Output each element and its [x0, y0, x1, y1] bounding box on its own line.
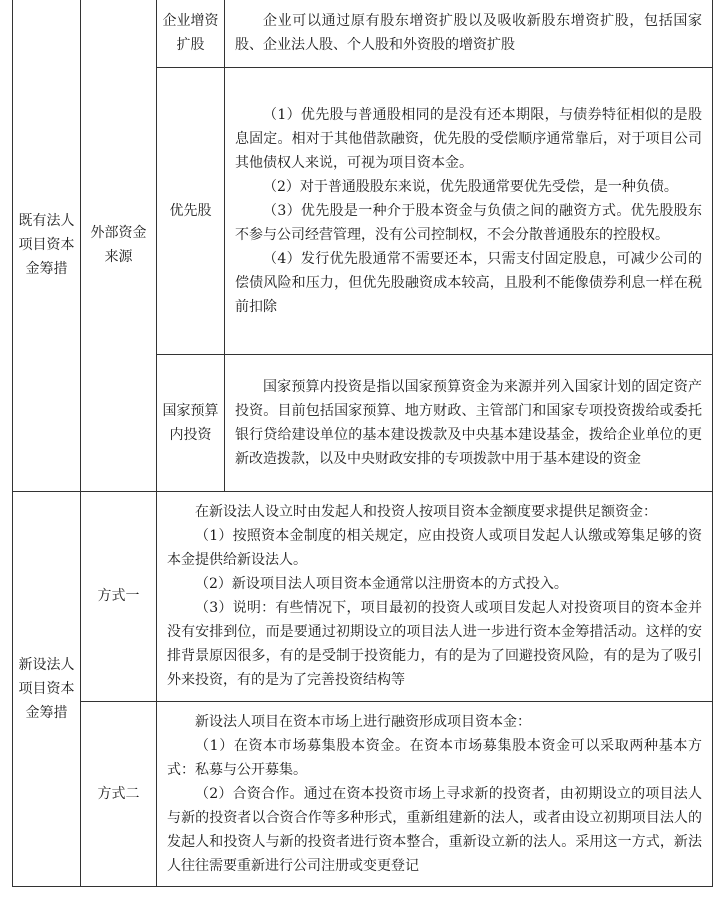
- row-desc-method-1: [157, 491, 713, 701]
- sublabel-external-funds: [81, 0, 157, 491]
- row-name-state-budget: [157, 354, 225, 491]
- row-name-line: 方式二: [97, 785, 140, 802]
- section-label-existing: [13, 0, 81, 491]
- desc-paragraph: 在新设法人设立时由发起人和投资人按项目资本金额度要求提供足额资金：: [195, 504, 657, 520]
- row-name-method-1: [81, 491, 157, 701]
- desc-paragraph: （3）说明：有些情况下，项目最初的投资人或项目发起人对投资项目的资本金并没有安排到位，而是要通过初期设立的项目法人进一步进行资本金筹措活动。这样的安排背景原因很多，有的是受制于投资能力，有的是为了回避投资风险，有的是为了吸引外来投资，有的是为了完善投资结构等: [167, 600, 702, 688]
- desc-paragraph: （3）优先股是一种介于股本资金与负债之间的融资方式。优先股股东不参与公司经营管理，没有公司控制权，不会分散普通股东的控股权。: [235, 202, 702, 243]
- row-name-line: 内投资: [169, 426, 212, 443]
- row-desc-preferred-stock: [225, 67, 713, 354]
- sublabel-line: 外部资金: [90, 225, 147, 242]
- row-desc-method-2: [157, 701, 713, 886]
- sublabel-line: 来源: [104, 249, 133, 266]
- desc-paragraph: （4）发行优先股通常不需要还本，只需支付固定股息，可减少公司的偿债风险和压力，但优先股融资成本较高，且股利不能像债券利息一样在税前扣除: [235, 250, 702, 315]
- desc-paragraph: （2）对于普通股股东来说，优先股通常要优先受偿，是一种负债。: [263, 178, 678, 195]
- row-name-line: 国家预算: [162, 402, 219, 419]
- desc-paragraph: （1）按照资本金制度的相关规定，应由投资人或项目发起人认缴或筹集足够的资本金提供给新设法人。: [167, 528, 702, 568]
- row-name-capital-increase: [157, 0, 225, 67]
- row-name-preferred-stock: [157, 67, 225, 354]
- desc-paragraph: （1）在资本市场募集股本资金。在资本市场募集股本资金可以采取两种基本方式：私募与公开募集。: [167, 737, 702, 778]
- desc-paragraph: 国家预算内投资是指以国家预算资金为来源并列入国家计划的固定资产投资。目前包括国家预算、地方财政、主管部门和国家专项投资拨给或委托银行贷给建设单位的基本建设拨款及中央基本建设基金，拨给企业单位的更新改造拨款，以及中央财政安排的专项拨款中用于基本建设的资金: [235, 378, 702, 467]
- row-desc-state-budget: [225, 354, 713, 491]
- row-name-method-2: [81, 701, 157, 886]
- row-name-line: 方式一: [97, 588, 140, 604]
- desc-paragraph: （2）合资合作。通过在资本投资市场上寻求新的投资者，由初期设立的项目法人与新的投资者以合资合作等多种形式，重新组建新的法人，或者由设立初期项目法人的发起人和投资人与新的投资者进行资本整合，重新设立新的法人。采用这一方式，新法人往往需要重新进行公司注册或变更登记: [167, 785, 702, 874]
- section-label-new: [13, 491, 81, 886]
- section-label-line: 项目资本: [18, 680, 75, 697]
- capital-financing-table: [12, 0, 713, 887]
- desc-paragraph: 企业可以通过原有股东增资扩股以及吸收新股东增资扩股，包括国家股、企业法人股、个人股和外资股的增资扩股: [235, 13, 702, 54]
- section-label-line: 既有法人: [18, 213, 75, 230]
- row-name-line: 优先股: [169, 202, 212, 219]
- row-name-line: 扩股: [176, 37, 205, 54]
- desc-paragraph: （1）优先股与普通股相同的是没有还本期限，与债券特征相似的是股息固定。相对于其他借款融资，优先股的受偿顺序通常靠后，对于项目公司其他债权人来说，可视为项目资本金。: [235, 106, 702, 171]
- row-desc-capital-increase: [225, 0, 713, 67]
- row-name-line: 企业增资: [162, 13, 219, 30]
- section-label-line: 金筹措: [25, 261, 68, 278]
- desc-paragraph: （2）新设项目法人项目资本金通常以注册资本的方式投入。: [195, 576, 568, 592]
- section-label-line: 项目资本: [18, 237, 75, 254]
- desc-paragraph: 新设法人项目在资本市场上进行融资形成项目资本金：: [195, 713, 531, 730]
- section-label-line: 金筹措: [25, 704, 68, 721]
- section-label-line: 新设法人: [18, 656, 75, 673]
